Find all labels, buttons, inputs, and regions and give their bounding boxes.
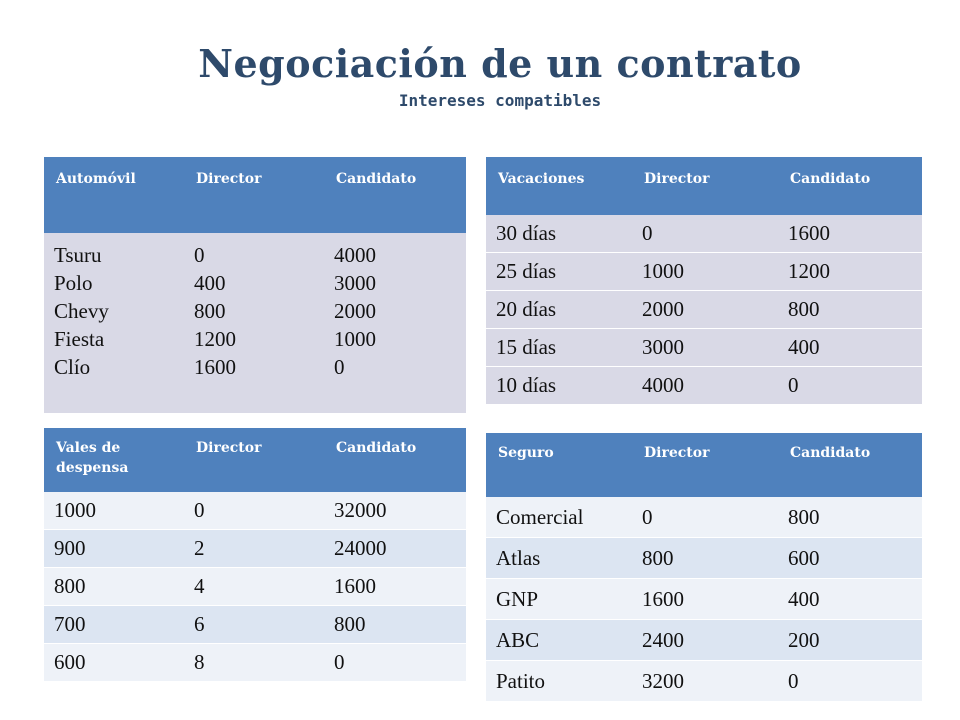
table-cell: ABC — [486, 620, 632, 661]
table-cell: 25 días — [486, 253, 632, 291]
table-cell: 1600 — [778, 215, 922, 253]
table-row — [44, 233, 466, 413]
table-cell: 1600 — [324, 568, 466, 606]
table-cell: 1200 — [778, 253, 922, 291]
table-cell: 1600 — [632, 579, 778, 620]
table-cell: 30 días — [486, 215, 632, 253]
table-header-row — [486, 433, 922, 497]
table-cell: 0 — [632, 215, 778, 253]
page-subtitle: Intereses compatibles — [398, 91, 602, 110]
column-header: Seguro — [486, 433, 632, 497]
director-cell — [184, 233, 324, 413]
column-header: Vacaciones — [486, 157, 632, 215]
table-cell: 200 — [778, 620, 922, 661]
table-row — [44, 568, 466, 606]
table-cell: 3200 — [632, 661, 778, 702]
table-cell: 2000 — [632, 291, 778, 329]
table-cell: 0 — [184, 492, 324, 530]
automovil-table — [44, 157, 466, 413]
table-row — [486, 215, 922, 253]
table-cell: 20 días — [486, 291, 632, 329]
cell-line: Fiesta — [54, 327, 105, 351]
table-cell: 600 — [778, 538, 922, 579]
cell-line: 400 — [194, 271, 226, 295]
table-cell: 32000 — [324, 492, 466, 530]
column-header: Director — [632, 157, 778, 215]
cell-line: 0 — [334, 355, 345, 379]
table-row — [486, 538, 922, 579]
table-cell: Atlas — [486, 538, 632, 579]
column-header: Director — [184, 428, 324, 492]
table-row — [486, 329, 922, 367]
table-cell: 800 — [44, 568, 184, 606]
table-cell: 600 — [44, 644, 184, 682]
table-cell: 2400 — [632, 620, 778, 661]
table-cell: 0 — [324, 644, 466, 682]
table-cell: 700 — [44, 606, 184, 644]
table-cell: 900 — [44, 530, 184, 568]
cell-line: Polo — [54, 271, 93, 295]
table-cell: 4000 — [632, 367, 778, 405]
table-header-row — [44, 157, 466, 233]
table-header-row — [44, 428, 466, 492]
cell-line: 3000 — [334, 271, 376, 295]
table-cell: 1000 — [632, 253, 778, 291]
table-row — [486, 367, 922, 405]
column-header: Vales de despensa — [44, 428, 184, 492]
table-row — [486, 661, 922, 702]
table-row — [44, 606, 466, 644]
vacaciones-table — [486, 157, 922, 405]
table-cell: 800 — [778, 291, 922, 329]
table-cell: 6 — [184, 606, 324, 644]
cell-line: 2000 — [334, 299, 376, 323]
table-cell: 24000 — [324, 530, 466, 568]
table-cell: 10 días — [486, 367, 632, 405]
table-cell: 4 — [184, 568, 324, 606]
table-cell: Patito — [486, 661, 632, 702]
column-header: Candidato — [324, 428, 466, 492]
cell-line: Tsuru — [54, 243, 102, 267]
table-row — [486, 579, 922, 620]
table-row — [44, 530, 466, 568]
table-cell: 8 — [184, 644, 324, 682]
column-header: Candidato — [778, 433, 922, 497]
table-cell: 0 — [632, 497, 778, 538]
table-cell: 800 — [324, 606, 466, 644]
table-row — [44, 492, 466, 530]
vales-table — [44, 428, 466, 682]
table-cell: 3000 — [632, 329, 778, 367]
cell-line: 1000 — [334, 327, 376, 351]
column-header: Director — [184, 157, 324, 233]
cell-line: 1600 — [194, 355, 236, 379]
table-cell: 15 días — [486, 329, 632, 367]
cell-line: 4000 — [334, 243, 376, 267]
column-header: Director — [632, 433, 778, 497]
table-row — [44, 644, 466, 682]
table-cell: GNP — [486, 579, 632, 620]
column-header: Candidato — [778, 157, 922, 215]
candidato-cell — [324, 233, 466, 413]
column-header: Automóvil — [44, 157, 184, 233]
cell-line: 800 — [194, 299, 226, 323]
table-cell: 0 — [778, 367, 922, 405]
column-header: Candidato — [324, 157, 466, 233]
table-cell: Comercial — [486, 497, 632, 538]
table-header-row — [486, 157, 922, 215]
cell-line: Clío — [54, 355, 91, 379]
table-cell: 2 — [184, 530, 324, 568]
cell-line: Chevy — [54, 299, 109, 323]
page-title: Negociación de un contrato — [198, 41, 802, 86]
seguro-table — [486, 433, 922, 702]
table-cell: 0 — [778, 661, 922, 702]
table-row — [486, 253, 922, 291]
table-cell: 800 — [632, 538, 778, 579]
cell-line: 1200 — [194, 327, 236, 351]
table-cell: 1000 — [44, 492, 184, 530]
table-row — [486, 620, 922, 661]
table-cell: 800 — [778, 497, 922, 538]
autos-cell — [44, 233, 184, 413]
table-cell: 400 — [778, 579, 922, 620]
cell-line: 0 — [194, 243, 205, 267]
table-row — [486, 497, 922, 538]
table-row — [486, 291, 922, 329]
table-cell: 400 — [778, 329, 922, 367]
